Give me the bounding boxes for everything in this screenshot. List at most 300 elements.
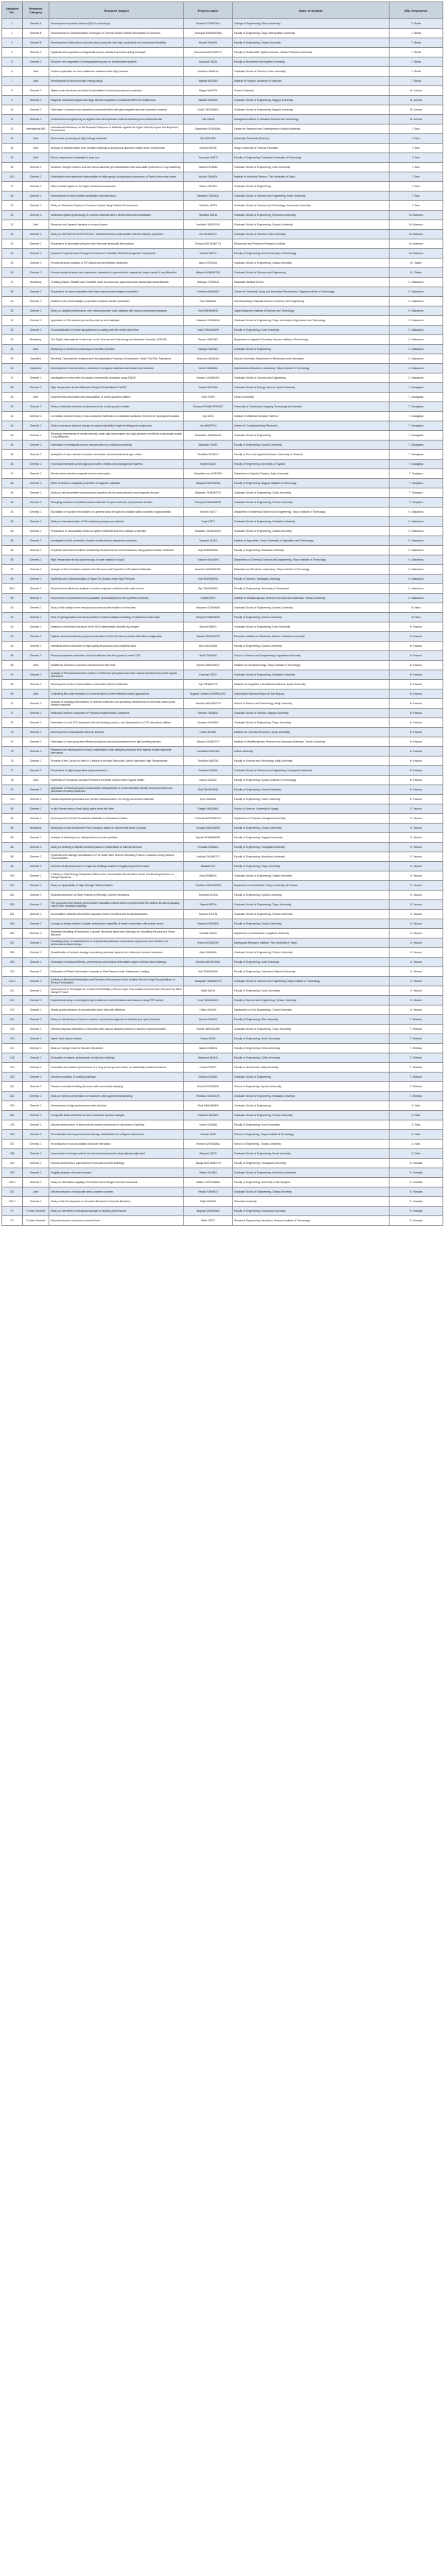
cell-msl-researcher: K. Nakamura [390,316,443,326]
cell-msl-researcher: D. Sato [390,1130,443,1140]
table-row [2,19,443,29]
cell-research-subject: Fabrication of thermal and adsorptive composites filled with giant negative thermal expansion material [49,105,184,115]
table-row [2,919,443,929]
cell-institute: Faculty of Sustainable System Science, Osaka Prefecture University [233,48,390,57]
cell-research-category: General C [23,326,49,335]
cell-research-subject: Study of pressure-induced change of superconductivity in layered tetragonal compounds [49,421,184,431]
cell-research-subject: Feasibility study on establishment of experimental database of structural components and members for performance-based design [49,938,184,948]
header-project-leader: Project Leader [184,2,233,19]
table-row [2,364,443,373]
cell-adoption-no: 224 [2,1111,23,1120]
cell-msl-researcher: K. Nakamura [390,373,443,383]
cell-msl-researcher: H. Hosono [390,776,443,785]
cell-msl-researcher: D. Sato [390,1111,443,1120]
table-row [2,709,443,718]
cell-research-category: Joint [23,689,49,699]
cell-research-subject: Creating Elastic, Reliable and Tuneable, used as precursors aqueous phase nanocrystal nanomaterials [49,278,184,287]
cell-project-leader: Keisuke SASAKI [184,1073,233,1082]
table-row [2,393,443,402]
cell-research-subject: Development of fully carbon alumina nano-composite with high conductivity and mechanical flexibility [49,38,184,48]
cell-research-subject: Quantum Properties and Emergent Functions in Transition Metal Chalcogenide Compounds [49,249,184,259]
cell-msl-researcher: S. Yasuno [390,862,443,871]
cell-project-leader: Takashi YAMAMOTO [184,632,233,642]
header-row [2,2,443,19]
cell-research-subject: Structure and magnetism of nanographene grown on functionalized particle [49,57,184,67]
table-row [2,852,443,862]
cell-msl-researcher: T. Sasagawa [390,393,443,402]
cell-adoption-no: 22 [2,230,23,239]
cell-research-category: General C [23,306,49,316]
cell-project-leader: Hiroki TANAKA [184,651,233,661]
cell-adoption-no: 216 [2,1034,23,1044]
table-row [2,642,443,651]
cell-institute: Graduate School of Science, Nagoya University [233,709,390,718]
cell-adoption-no: F2 [2,1216,23,1226]
cell-project-leader: Hiroshi SAITO [184,1063,233,1073]
table-row [2,220,443,230]
cell-research-category: General C [23,938,49,948]
table-row [2,230,443,239]
cell-research-category: General C [23,1092,49,1101]
cell-msl-researcher: D. Sato [390,1101,443,1111]
cell-msl-researcher: S. Yasuno [390,804,443,814]
table-row [2,536,443,546]
cell-msl-researcher: H. Hosono [390,718,443,728]
cell-project-leader: Masaki TANAKA [184,96,233,105]
table-row [2,871,443,881]
table-row [2,77,443,86]
table-row [2,1101,443,1111]
cell-research-category: General C [23,163,49,172]
cell-project-leader: Toshihiko SUZUKI [184,450,233,460]
cell-institute: Graduate School of Engineering, Kobe University [233,163,390,172]
cell-project-leader: Kenji SHIBATA [184,871,233,881]
cell-institute: Structural Engineering Laboratory, Muroran Institute of Technology [233,1216,390,1226]
table-row [2,354,443,364]
cell-institute: Center for Transdisciplinary Research [233,421,390,431]
cell-project-leader: Masahiro TAKEMOTO [184,488,233,498]
cell-research-category: General C [23,192,49,201]
cell-research-category: General C [23,182,49,192]
cell-project-leader: Kentaro HAYASHI [184,718,233,728]
table-row [2,785,443,795]
cell-adoption-no: 67 [2,670,23,680]
cell-research-subject: Structural and electronic analysis of metal complexes combined with oxide anions [49,584,184,594]
table-row [2,776,443,785]
cell-research-category: General C [23,172,49,182]
cell-institute: Institute of Materials Structure Science [233,412,390,421]
cell-adoption-no: 16-1 [2,172,23,182]
table-row [2,670,443,680]
cell-project-leader: Koji NAKAMURA [184,546,233,555]
cell-research-subject: Seismic retrofit performance of high-rise buildings based on fragility experiment results [49,862,184,871]
cell-adoption-no: 219 [2,1063,23,1073]
table-row [2,373,443,383]
cell-msl-researcher: S. Yamada [390,1159,443,1168]
cell-adoption-no: 12 [2,124,23,134]
cell-research-category: General C [23,967,49,977]
cell-research-category: Joint [23,661,49,670]
cell-research-category: Workshop [23,335,49,345]
cell-msl-researcher: M. Azuma [390,96,443,105]
cell-msl-researcher: S. Yasuno [390,871,443,881]
cell-research-subject: Interfacial atomic structures of high-quality amorphous and crystalline silica [49,642,184,651]
cell-msl-researcher: S. Yasuno [390,833,443,843]
table-row [2,412,443,421]
cell-msl-researcher: S. Yamada [390,1168,443,1178]
cell-institute: Institute of Physics, Academy of Sciences [233,77,390,86]
cell-adoption-no: 42 [2,421,23,431]
table-row [2,948,443,958]
cell-msl-researcher: S. Yasuno [390,938,443,948]
cell-institute: Graduate School of Engineering, Osaka University [233,527,390,536]
table-row [2,441,443,450]
cell-adoption-no: 221 [2,1082,23,1092]
cell-institute: Graduate School of Engineering [233,345,390,354]
cell-research-category: General C [23,747,49,757]
cell-research-subject: Studies on the photocatalytic properties of layered double hydroxides [49,297,184,306]
cell-msl-researcher: T. Taniyama [390,469,443,479]
cell-research-category: General C [23,441,49,450]
cell-research-category: General C [23,766,49,776]
cell-institute: Department of Chemical Science and Engineering, Tokyo Institute of Technology [233,555,390,565]
cell-project-leader: Masahiro TAKADA [184,192,233,201]
cell-research-subject: Evaluation and seismic performance of a long-period ground motion on seismically isolated structures [49,1063,184,1073]
cell-project-leader: Mitsuko HANIMATSU [184,268,233,278]
cell-project-leader: Kentaro YAMASAKI [184,373,233,383]
table-row [2,891,443,900]
cell-msl-researcher: H. Hosono [390,689,443,699]
cell-research-subject: Development of novel particle accelerator new laboratory [49,192,184,201]
cell-research-subject: Multiferroic behavior in periodic nanostructured thin films [49,661,184,670]
cell-research-subject: Study on seismic performance of structures with supplemental damping [49,1092,184,1101]
cell-institute: Faculty of Science and Technology, Meiji University [233,757,390,766]
cell-project-leader: Sebastian von HOEGEN [184,469,233,479]
cell-msl-researcher: S. Yasuno [390,824,443,833]
cell-adoption-no: 203 [2,900,23,910]
cell-project-leader: Keisuke OKADA [184,766,233,776]
table-row [2,699,443,709]
cell-research-subject: Study on Electronic Physics of Covalent Crystal using Extreme Environment [49,201,184,211]
cell-msl-researcher: M. Hara [390,613,443,622]
cell-adoption-no: 231-1 [2,1197,23,1207]
cell-msl-researcher: T. Sasagawa [390,431,443,441]
cell-project-leader: Hideyuki SATO [184,1149,233,1159]
cell-research-category: General C [23,1111,49,1120]
cell-project-leader: Yoshihiro NAKANO [184,287,233,297]
cell-project-leader: Tatsuo TAKATA [184,182,233,192]
table-row [2,488,443,498]
cell-institute: Graduate School of Engineering, Osaka University [233,871,390,881]
cell-msl-researcher: K. Nakamura [390,278,443,287]
header-research-category: Research Category [23,2,49,19]
cell-research-category: General C [23,709,49,718]
cell-research-subject: Fragility analysis of wooden houses [49,1168,184,1178]
cell-adoption-no: 10 [2,105,23,115]
cell-institute: Faculty of Engineering, Tokyo Metropolitan University [233,29,390,38]
table-row [2,632,443,642]
table-row [2,747,443,757]
cell-institute: School of Science and Engineering, Kagoshima University [233,651,390,661]
cell-research-subject: Evaluation of Plastic Deformation Capacity of Steel Beams under Earthquake Loading [49,967,184,977]
cell-msl-researcher: S. Yasuno [390,852,443,862]
cell-research-subject: Properties that have excellent conductivity measurement in semiconductors using plasma surface treatment [49,546,184,555]
cell-research-subject: Further exploration for new multiferroic material under high pressure [49,67,184,77]
cell-research-subject: Precise structure analysis of PZT-based and ferroelectric dielectrics [49,259,184,268]
cell-adoption-no: 60 [2,603,23,613]
cell-project-leader: Hideyuki TAMURA [184,919,233,929]
cell-research-category: General C [23,230,49,239]
cell-research-subject: Synthesis of Functional Ceramic Particles from Metal Solution with Organic Matter [49,776,184,785]
cell-institute: Faculty of Engineering, University of Toyama [233,460,390,469]
cell-research-category: General C [23,900,49,910]
cell-research-subject: Structural refinements of mantle minerals under high-temperature and high-pressure conditions using single crystal X-ray diffraction [49,431,184,441]
cell-institute: Graduate School of Engineering, Tokyo University of Agriculture and Technology [233,316,390,326]
cell-adoption-no: 50 [2,498,23,508]
cell-msl-researcher: K. Nakamura [390,575,443,584]
cell-institute: Faculty of Engineering, Toyohashi University of Technology [233,153,390,163]
cell-msl-researcher: S. Yasuno [390,948,443,958]
table-body [2,19,443,1226]
cell-adoption-no: 68 [2,680,23,689]
cell-institute: Faculty of Science and Engineering, Tohoku University [233,996,390,1006]
cell-adoption-no: 21 [2,220,23,230]
cell-adoption-no: 80 [2,804,23,814]
cell-adoption-no: 218 [2,1053,23,1063]
table-row [2,1063,443,1073]
cell-research-subject: Evaluation of residual stiffness, performance and residual deformation angle in kitchen steel buildings [49,958,184,967]
cell-msl-researcher: M. Kitamura [390,239,443,249]
table-row [2,182,443,192]
cell-msl-researcher: T. Morita [390,38,443,48]
cell-msl-researcher: H. Hosono [390,680,443,689]
cell-msl-researcher: D. Sato [390,1149,443,1159]
cell-research-category: General C [23,1073,49,1082]
cell-research-category: General C [23,728,49,737]
cell-institute: Graduate School of Engineering, Osaka University [233,259,390,268]
cell-institute: Faculty of Architecture, Meiji University [233,1063,390,1073]
cell-research-category: General C [23,1034,49,1044]
cell-project-leader: Yasushi ARAI [184,1130,233,1140]
cell-institute: Faculty of Bioscience and Applied Chemistry [233,57,390,67]
cell-project-leader: Kazuo SUZUKI [184,776,233,785]
cell-research-category: Joint [23,144,49,153]
cell-msl-researcher: T. Sasagawa [390,383,443,393]
cell-research-category: General C [23,699,49,709]
cell-institute: Japan Advanced Institute of Science and Technology [233,306,390,316]
cell-research-category: Joint [23,345,49,354]
cell-msl-researcher: M. Kitamura [390,249,443,259]
cell-research-category: General C [23,795,49,804]
cell-research-category: General C [23,297,49,306]
cell-adoption-no: 64 [2,642,23,651]
cell-institute: Graduate School of Engineering [233,1073,390,1082]
cell-research-category: General C [23,421,49,431]
cell-adoption-no: 77 [2,766,23,776]
cell-institute: Kawasaki Medical School [233,278,390,287]
cell-research-subject: Analysis of Photoluminescence centers in Si3N4:Eu2 phosphors and other cations introduced by metal organic precursors [49,670,184,680]
cell-research-category: General C [23,536,49,546]
cell-institute: Department of Physics, Kanagawa University [233,814,390,824]
cell-research-category: General C [23,546,49,555]
cell-research-subject: Application of 3D-ordered porous Ms-oxide as acid catalysts [49,316,184,326]
cell-research-category: General C [23,488,49,498]
cell-research-subject: Physical properties evaluation of hybrid dielectric thin film grown by novel CVD [49,651,184,661]
cell-adoption-no: 23 [2,239,23,249]
cell-project-leader: Yukio TAKAHASHI [184,326,233,335]
cell-project-leader: Yuki TAKAHASHI [184,967,233,977]
cell-msl-researcher: K. Nakamura [390,517,443,527]
cell-institute: Faculty of Engineering, Tohoku University [233,919,390,929]
cell-adoption-no: 54 [2,536,23,546]
table-row [2,996,443,1006]
cell-adoption-no: 205 [2,919,23,929]
cell-research-subject: Optical, and thermoelectric property modulation of V2O thin film by electric field-field configuration [49,632,184,642]
cell-institute: Faculty of Engineering, Kagawa University [233,833,390,843]
cell-project-leader: Cheelya PHANICHPHANT [184,402,233,412]
cell-msl-researcher: S. Yasuno [390,843,443,852]
header-research-subject: Research Subject [49,2,184,19]
cell-research-subject: Analysis of transformation from metallic materials to amorphous diamond coated under compression [49,144,184,153]
cell-project-leader: Yuji TERAMOTO [184,680,233,689]
cell-adoption-no: 211 [2,986,23,996]
cell-institute: Graduate School of Engineering, Chiba University [233,488,390,498]
cell-adoption-no: 74 [2,737,23,747]
cell-project-leader: Tomoyuki NAKAMURA [184,498,233,508]
cell-research-category: General C [23,1053,49,1063]
cell-project-leader: Yoshihiro KAMIYA [184,67,233,77]
cell-research-subject: Study on the effects of structural damage on building performance [49,1207,184,1216]
cell-adoption-no: 65 [2,651,23,661]
cell-institute: Kyushu University, Department of Electronics and Informatics [233,354,390,364]
cell-institute: Electronics and Photonics Research Institute [233,239,390,249]
cell-project-leader: Yuichiro KATO [184,508,233,517]
header-name-of-institute: Name of Institute [233,2,390,19]
cell-research-category: F-index General [23,1216,49,1226]
cell-institute: Graduate School of Engineering, Hokkaido University [233,670,390,680]
cell-research-category: General C [23,1159,49,1168]
cell-research-subject: Stabilization and elemental functionalities of nitrile groups during impact processes of Earth's primordial ocean [49,172,184,182]
cell-msl-researcher: K. Nakamura [390,584,443,594]
table-row [2,1216,443,1226]
cell-institute: Graduate School of Engineering, Kyushu University [233,603,390,613]
cell-project-leader: Yuto NISHIMURA [184,575,233,584]
table-row [2,843,443,852]
cell-project-leader: Masahiro ICHIKAWA [184,603,233,613]
cell-msl-researcher: H. Hosono [390,670,443,680]
cell-adoption-no: 72 [2,718,23,728]
cell-institute: Department of Applied Physics, Aalto University [233,469,390,479]
cell-project-leader: Hiroaki TANAKA [184,38,233,48]
cell-institute: Faculty of Pure and Applied Sciences, University of Tsukuba [233,450,390,460]
cell-msl-researcher: T. Sasagawa [390,450,443,460]
cell-research-category: General C [23,737,49,747]
table-row [2,584,443,594]
table-row [2,278,443,287]
cell-adoption-no: 43 [2,431,23,441]
cell-msl-researcher: M. Okabe [390,259,443,268]
cell-research-category: Workshop [23,278,49,287]
cell-institute: School of Science, University of Hyogo [233,804,390,814]
cell-msl-researcher: T. Ikeo [390,201,443,211]
cell-project-leader: Yuya KATO [184,517,233,527]
cell-institute: School of Engineering, Tokyo Institute of Technology [233,1130,390,1140]
cell-institute: Graduate School of Science and Engineering, Yamaguchi University [233,766,390,776]
cell-research-subject: Nonlinear Behavior for Steel Frames of Recently Covered Structures [49,891,184,900]
cell-adoption-no: 19 [2,201,23,211]
cell-msl-researcher: T. Ikeo [390,134,443,144]
table-row [2,1025,443,1034]
cell-adoption-no: 63 [2,632,23,642]
cell-research-category: Joint [23,77,49,86]
cell-research-subject: Hybrid fault rupture studies [49,1034,184,1044]
cell-msl-researcher: M. Azuma [390,115,443,124]
cell-research-category: Specified [23,354,49,364]
cell-institute: Graduate School of Engineering, Hiroshima University [233,211,390,220]
cell-msl-researcher: S. Yasuno [390,996,443,1006]
cell-adoption-no: 47 [2,469,23,479]
table-row [2,622,443,632]
table-row [2,958,443,967]
cell-research-subject: Direct wave processing of high entropy materials [49,134,184,144]
cell-msl-researcher: M. Kitamura [390,230,443,239]
cell-project-leader: Masahide KATAYAMA [184,124,233,134]
cell-project-leader: Kentaro TANAKA [184,709,233,718]
cell-research-subject: Solution synthesis processes and precise characterization for energy conversion materials [49,795,184,804]
cell-project-leader: Hisami HATA [184,1034,233,1044]
cell-project-leader: Yoshitaka KOIZUMI [184,747,233,757]
table-row [2,1015,443,1025]
cell-research-category: General C [23,498,49,508]
cell-adoption-no: 229 [2,1159,23,1168]
cell-adoption-no: 228 [2,1149,23,1159]
cell-project-leader: Yukinori HAYASHI [184,555,233,565]
cell-msl-researcher: K. Nakamura [390,508,443,517]
cell-institute: Graduate School of Engineering [233,1101,390,1111]
table-row [2,689,443,699]
cell-research-category: General C [23,910,49,919]
cell-research-subject: Preparation of high-temperature superconductors [49,766,184,776]
cell-adoption-no: 213 [2,1006,23,1015]
cell-research-subject: Nonlinear optical spectroscopy in ceramic materials with a defect-influenced substitution [49,211,184,220]
cell-institute: Faculty of Engineering, University of Yamanashi [233,584,390,594]
cell-institute: Graduate School of Engineering, Tohoku University [233,498,390,508]
cell-research-category: General C [23,929,49,938]
cell-research-category: General C [23,383,49,393]
cell-adoption-no: 16 [2,163,23,172]
cell-msl-researcher: S. Yamada [390,1187,443,1197]
table-row [2,967,443,977]
cell-msl-researcher: K. Nakamura [390,555,443,565]
cell-adoption-no: 58-1 [2,584,23,594]
cell-msl-researcher: T. Shimizu [390,1082,443,1092]
table-row [2,594,443,603]
cell-research-subject: Chemical bond engineering of negative thermal expansion material exhibiting local octahedral tilts [49,115,184,124]
cell-project-leader: Yoshio OGAWA [184,1120,233,1130]
cell-adoption-no: 56 [2,555,23,565]
cell-project-leader: Shigeki IWASAKA [184,804,233,814]
cell-institute: Chubu University [233,86,390,96]
cell-adoption-no: 11 [2,115,23,124]
table-row [2,804,443,814]
cell-research-category: General C [23,594,49,603]
cell-research-category: General C [23,508,49,517]
cell-msl-researcher: S. Yasuno [390,977,443,986]
cell-research-category: General C [23,555,49,565]
table-row [2,460,443,469]
cell-institute: Graduate School of Engineering, Kyushu University [233,220,390,230]
cell-research-category: General C [23,622,49,632]
